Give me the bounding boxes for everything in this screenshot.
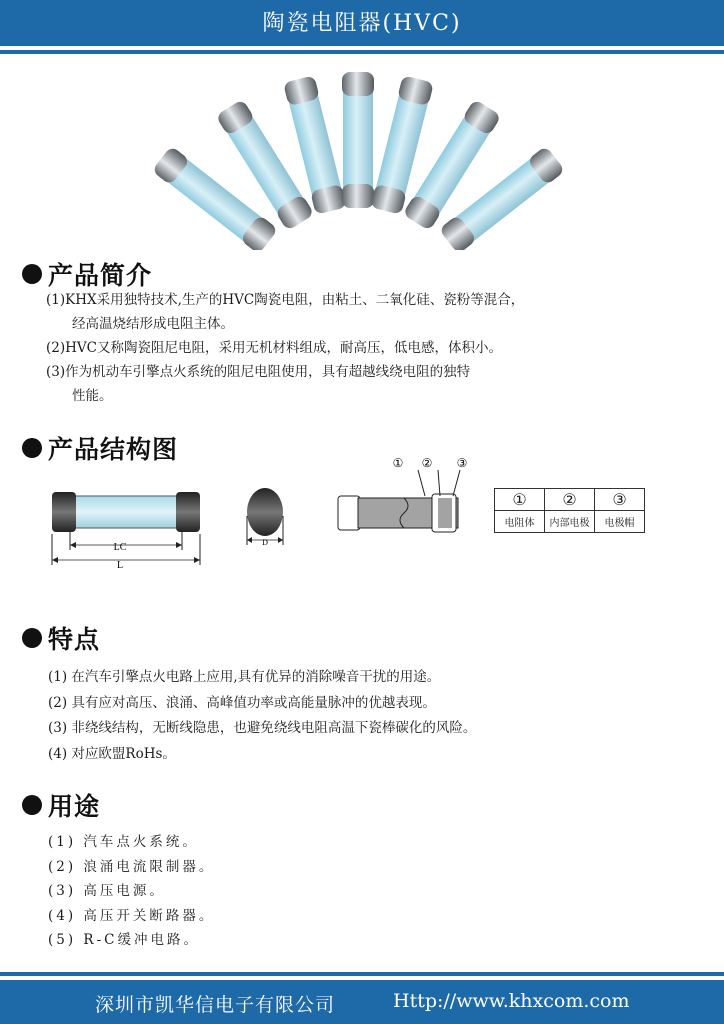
bullet-icon [22, 438, 42, 458]
list-item: (2) 浪涌电流限制器。 [48, 858, 216, 875]
page-header [0, 0, 724, 62]
list-item: (1) 汽车点火系统。 [48, 834, 199, 850]
resistor-4 [342, 72, 374, 208]
table-cell: 电极帽 [595, 511, 645, 533]
list-item: (2) 具有应对高压、浪涌、高峰值功率或高能量脉冲的优越表现。 [48, 694, 436, 711]
list-item: (4) 高压开关断路器。 [48, 907, 216, 924]
table-cell: ① [495, 489, 545, 511]
bullet-icon [22, 795, 42, 815]
section-title: 产品简介 [48, 261, 153, 290]
table-cell: 内部电极 [545, 511, 595, 533]
callout-1: ① [392, 456, 404, 470]
company-name: 深圳市凯华信电子有限公司 [95, 994, 336, 1016]
header-rule [0, 50, 724, 54]
list-item: (3) 高压电源。 [48, 883, 166, 899]
structure-legend-table [494, 488, 645, 533]
intro-line: 经高温烧结形成电阻主体。 [72, 316, 234, 332]
bullet-icon [22, 264, 42, 284]
page-title: 陶瓷电阻器(HVC) [262, 11, 462, 36]
table-row [495, 489, 645, 511]
table-cell: 电阻体 [495, 511, 545, 533]
callout-3: ③ [456, 456, 468, 470]
list-item: (1) 在汽车引擎点火电路上应用,具有优异的消除噪音干扰的用途。 [48, 669, 441, 685]
dim-lc-label: LC [113, 542, 127, 553]
section-features-heading [22, 620, 100, 656]
intro-line: 性能。 [72, 388, 113, 404]
dim-l-label: L [116, 560, 124, 571]
table-cell: ② [545, 489, 595, 511]
intro-line: (1)KHX采用独特技术,生产的HVC陶瓷电阻，由粘土、二氧化硅、瓷粉等混合， [46, 292, 525, 308]
footer-rule [0, 972, 724, 976]
section-title: 产品结构图 [48, 435, 179, 464]
list-item: (3) 非绕线结构，无断线隐患，也避免绕线电阻高温下瓷棒碳化的风险。 [48, 720, 477, 736]
side-view [52, 492, 200, 571]
intro-text [46, 288, 686, 408]
callout-2: ② [421, 456, 433, 470]
end-view [247, 488, 283, 547]
section-intro-heading [22, 256, 152, 292]
intro-line: (2)HVC又称陶瓷阻尼电阻，采用无机材料组成，耐高压，低电感，体积小。 [46, 340, 502, 356]
section-view [338, 456, 467, 532]
uses-list [48, 830, 215, 953]
section-title: 用途 [48, 792, 101, 821]
section-uses-heading [22, 787, 100, 823]
list-item: (4) 对应欧盟RoHs。 [48, 745, 176, 762]
section-title: 特点 [48, 625, 101, 654]
website-link[interactable]: Http://www.khxcom.com [393, 990, 630, 1012]
dim-d-label: D [262, 538, 268, 547]
page-footer [0, 970, 724, 1024]
bullet-icon [22, 628, 42, 648]
features-list [48, 665, 476, 767]
list-item: (5) R-C缓冲电路。 [48, 932, 200, 948]
table-row [495, 511, 645, 533]
table-cell: ③ [595, 489, 645, 511]
intro-line: (3)作为机动车引擎点火系统的阻尼电阻使用，具有超越线绕电阻的独特 [46, 364, 471, 380]
product-photo [150, 60, 570, 250]
